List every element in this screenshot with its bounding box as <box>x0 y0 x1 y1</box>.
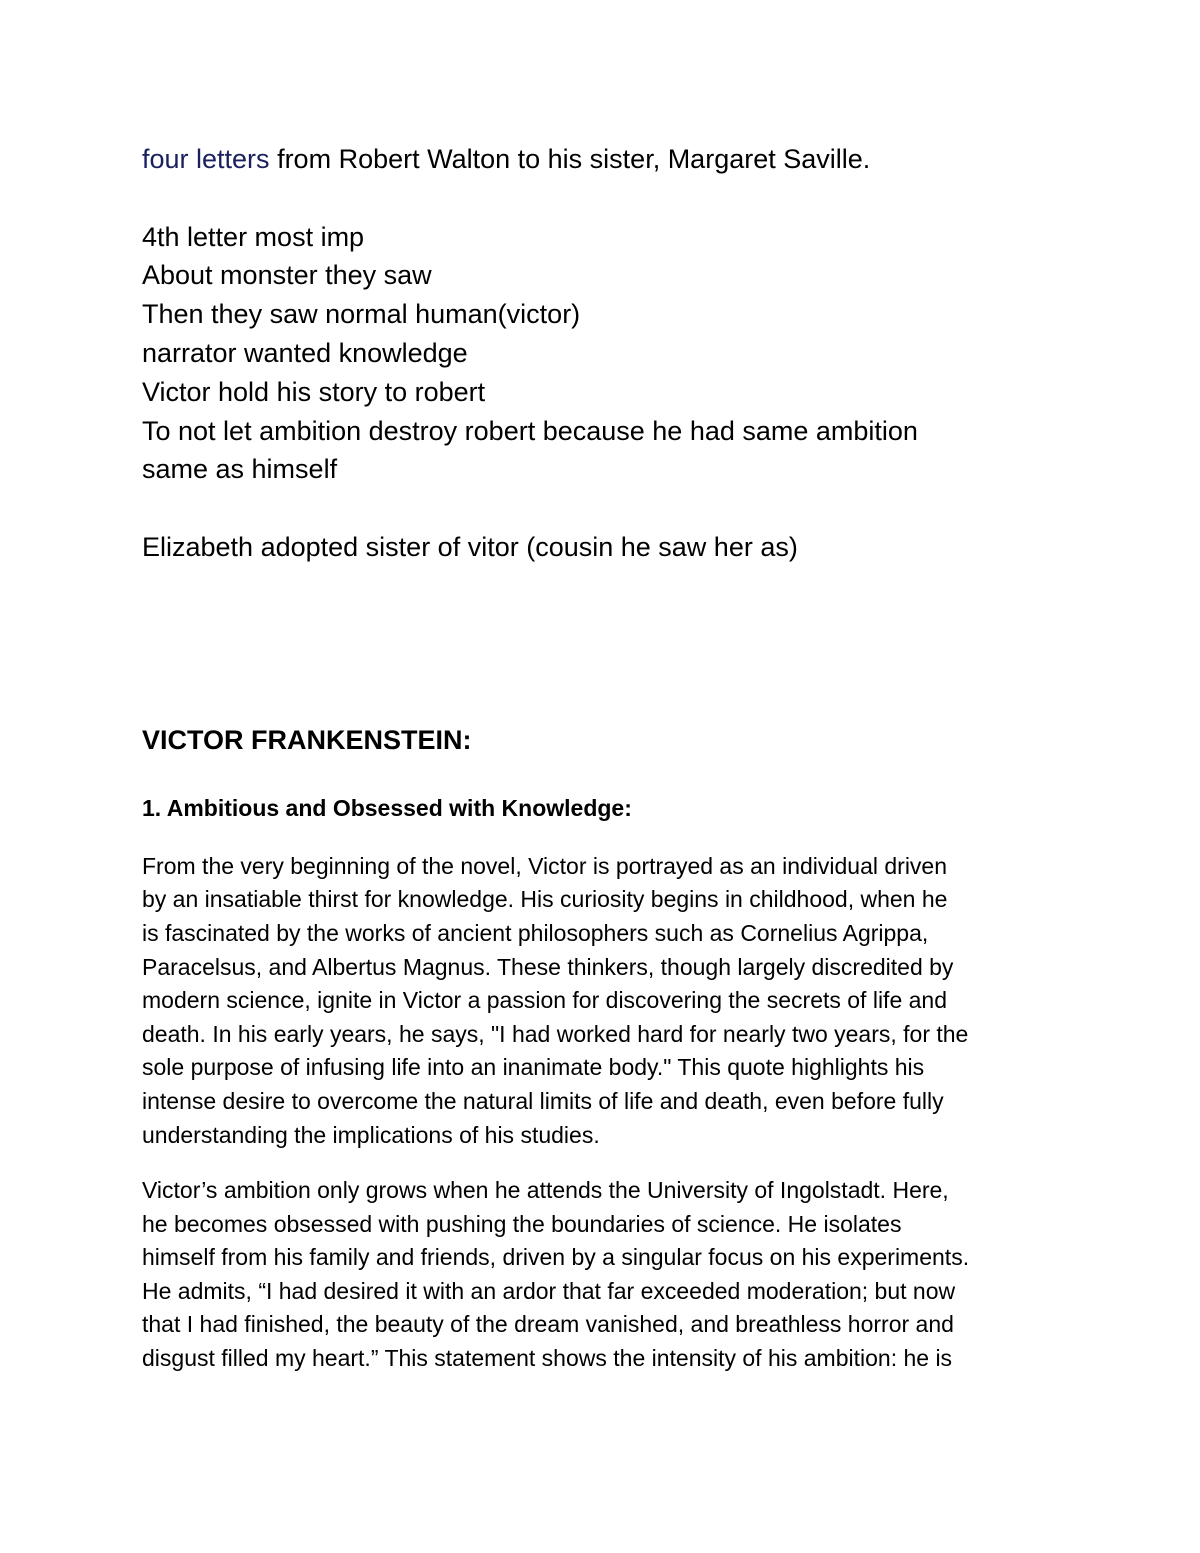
paragraph-line: he becomes obsessed with pushing the boundaries of science. He isolates <box>142 1210 902 1237</box>
paragraph-line: intense desire to overcome the natural limits of life and death, even before fully <box>142 1087 944 1114</box>
note-line: 4th letter most imp <box>142 221 365 252</box>
spacer <box>142 567 1072 721</box>
paragraph-ingolstadt <box>142 1174 1072 1376</box>
paragraph-line: himself from his family and friends, driven by a singular focus on his experiments. <box>142 1244 970 1271</box>
paragraph-ambition-origin <box>142 850 1072 1152</box>
intro-rest-text: from Robert Walton to his sister, Margaret Saville. <box>269 144 871 174</box>
spacer <box>142 489 1072 528</box>
note-line: same as himself <box>142 454 338 485</box>
note-line: Then they saw normal human(victor) <box>142 299 581 330</box>
paragraph-line: Victor’s ambition only grows when he attends the University of Ingolstadt. Here, <box>142 1177 949 1204</box>
section-heading: VICTOR FRANKENSTEIN: <box>142 724 472 755</box>
paragraph-line: From the very beginning of the novel, Victor is portrayed as an individual driven <box>142 852 948 879</box>
paragraph-line: that I had finished, the beauty of the dream vanished, and breathless horror and <box>142 1311 954 1338</box>
paragraph-line: death. In his early years, he says, "I had worked hard for nearly two years, for the <box>142 1020 969 1047</box>
paragraph-line: sole purpose of infusing life into an inanimate body." This quote highlights his <box>142 1054 925 1081</box>
note-line: Victor hold his story to robert <box>142 376 486 407</box>
note-line: narrator wanted knowledge <box>142 337 468 368</box>
paragraph-line: He admits, “I had desired it with an ardor that far exceeded moderation; but now <box>142 1277 956 1304</box>
note-line: To not let ambition destroy robert because he had same ambition <box>142 415 918 446</box>
section-subheading: 1. Ambitious and Obsessed with Knowledge: <box>142 794 632 821</box>
paragraph-line: is fascinated by the works of ancient philosophers such as Cornelius Agrippa, <box>142 919 929 946</box>
spacer <box>142 179 1072 218</box>
elizabeth-note: Elizabeth adopted sister of vitor (cousin he saw her as) <box>142 531 798 562</box>
four-letters-link[interactable]: four letters <box>142 144 270 174</box>
paragraph-line: modern science, ignite in Victor a passion for discovering the secrets of life and <box>142 987 947 1014</box>
intro-line <box>142 140 1072 179</box>
paragraph-line: Paracelsus, and Albertus Magnus. These thinkers, though largely discredited by <box>142 953 954 980</box>
paragraph-line: understanding the implications of his studies. <box>142 1121 600 1148</box>
paragraph-line: by an insatiable thirst for knowledge. His curiosity begins in childhood, when he <box>142 886 948 913</box>
note-line: About monster they saw <box>142 260 432 291</box>
document-page <box>142 140 1072 1376</box>
paragraph-line: disgust filled my heart.” This statement shows the intensity of his ambition: he is <box>142 1345 953 1372</box>
